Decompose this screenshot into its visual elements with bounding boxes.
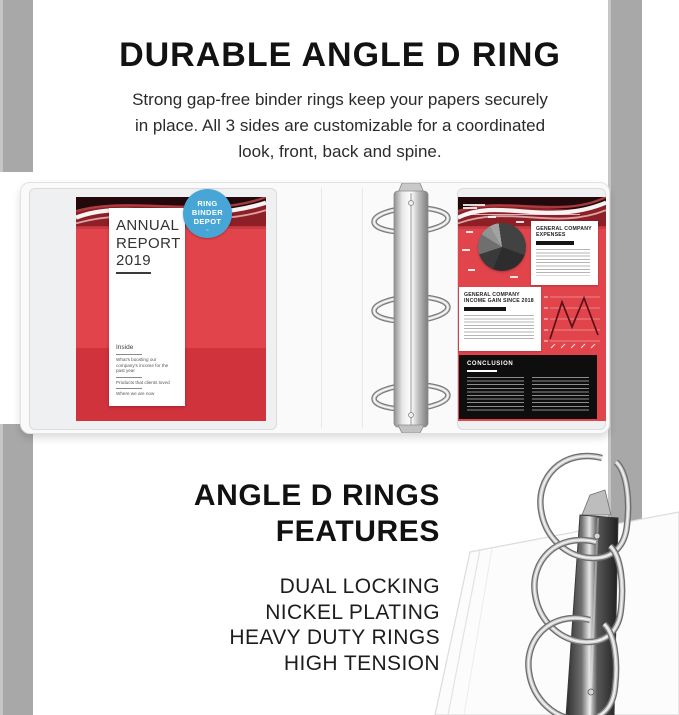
inside-label: Inside <box>116 344 134 352</box>
subtitle-line: Strong gap-free binder rings keep your papers securely <box>132 90 548 109</box>
feature-item: NICKEL PLATING <box>265 600 440 624</box>
left-gray-bar-bottom <box>0 424 33 715</box>
heading-underline <box>467 370 497 373</box>
placeholder-text <box>532 377 589 411</box>
cover-year: 2019 <box>116 252 151 274</box>
spine-crease <box>362 188 363 428</box>
subtitle-line: in place. All 3 sides are customizable for a coordinated <box>134 116 546 135</box>
badge-flourish: ~ <box>205 228 210 234</box>
binder <box>20 182 610 434</box>
features-heading-line: FEATURES <box>275 515 440 548</box>
cover-title-line: REPORT <box>116 234 181 252</box>
features-block <box>194 478 440 676</box>
closeup-rail <box>566 490 618 715</box>
divider <box>116 354 142 355</box>
cover-title-line: ANNUAL <box>116 217 180 234</box>
open-binder-photo <box>12 168 618 450</box>
placeholder-text <box>536 249 590 276</box>
feature-item: HIGH TENSION <box>283 651 440 675</box>
toc-item: Products that clients loved <box>116 379 170 385</box>
d-ring-closeup-photo <box>430 440 679 715</box>
feature-item: DUAL LOCKING <box>279 575 440 598</box>
cover-insert-sheet <box>76 197 266 421</box>
ring-mechanism <box>366 183 466 433</box>
income-card <box>459 287 541 351</box>
features-heading-line: ANGLE D RINGS <box>193 479 440 512</box>
conclusion-panel <box>459 355 597 419</box>
pie-label <box>466 231 473 233</box>
divider <box>116 377 142 378</box>
badge-line: DEPOT <box>193 217 222 226</box>
badge-line: RING <box>197 199 218 208</box>
divider <box>116 388 142 389</box>
income-heading: GENERAL COMPANY INCOME GAIN SINCE 2018 <box>464 292 534 305</box>
mechanism-bottom-cap <box>398 425 424 433</box>
divider <box>462 214 580 215</box>
expenses-heading: GENERAL COMPANY EXPENSES <box>536 226 592 239</box>
badge-line: BINDER <box>191 208 224 217</box>
header-block <box>40 36 640 165</box>
spine-crease <box>321 188 322 428</box>
feature-item: HEAVY DUTY RINGS <box>229 626 440 649</box>
pie-chart <box>478 223 526 271</box>
rivet <box>409 201 414 206</box>
line-chart <box>542 289 604 351</box>
subtitle-line: look, front, back and spine. <box>238 142 442 161</box>
ring-binder-depot-badge <box>183 189 232 238</box>
pie-label <box>488 216 496 218</box>
cover-toc <box>116 344 178 397</box>
report-page-sheet <box>458 197 606 421</box>
heading-underline <box>464 307 506 311</box>
placeholder-text <box>464 315 534 339</box>
pie-label <box>510 276 518 278</box>
pie-label <box>516 221 524 223</box>
toc-item: Where we are now <box>116 391 155 397</box>
rivet <box>409 413 414 418</box>
annual-report-card <box>109 208 185 406</box>
conclusion-heading: CONCLUSION <box>467 361 514 367</box>
page-header-label <box>463 204 485 210</box>
headline: DURABLE ANGLE D RING <box>119 36 561 74</box>
left-gray-bar-top <box>0 0 33 172</box>
placeholder-text <box>467 377 524 411</box>
toc-item: What's boosting our company's income for the past year <box>116 357 169 374</box>
heading-underline <box>536 241 574 245</box>
expenses-card <box>531 221 598 285</box>
pie-label <box>468 269 475 271</box>
